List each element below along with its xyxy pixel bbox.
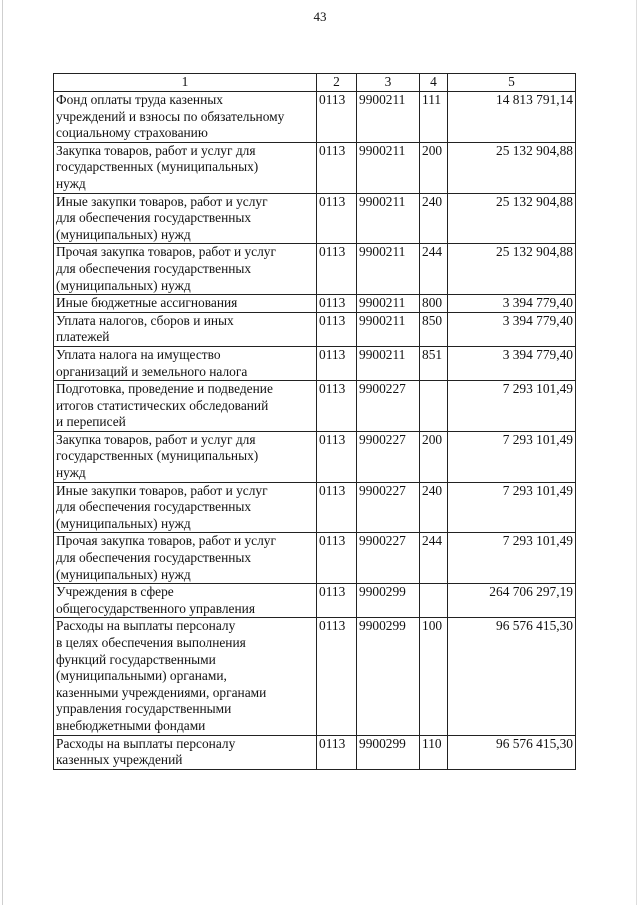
row-expense-type: 110 xyxy=(420,735,448,769)
header-row xyxy=(54,74,576,92)
table-row xyxy=(54,584,576,618)
row-name-line: (муниципальных) нужд xyxy=(56,566,191,582)
row-section: 0113 xyxy=(317,92,357,143)
row-name xyxy=(54,244,317,295)
row-name-line: функций государственными xyxy=(56,651,216,667)
header-col-2: 2 xyxy=(317,74,357,92)
row-name-line: социальному страхованию xyxy=(56,125,208,141)
row-article: 9900227 xyxy=(357,533,420,584)
page-number: 43 xyxy=(313,9,327,24)
row-section: 0113 xyxy=(317,295,357,313)
row-section: 0113 xyxy=(317,482,357,533)
row-section: 0113 xyxy=(317,312,357,346)
row-name xyxy=(54,295,317,313)
table-row xyxy=(54,735,576,769)
row-amount: 7 293 101,49 xyxy=(448,381,576,432)
row-section: 0113 xyxy=(317,431,357,482)
row-name-line: Прочая закупка товаров, работ и услуг xyxy=(56,244,276,260)
row-name-line: Подготовка, проведение и подведение xyxy=(56,381,273,397)
row-article: 9900227 xyxy=(357,431,420,482)
header-col-5: 5 xyxy=(448,74,576,92)
row-amount: 3 394 779,40 xyxy=(448,295,576,313)
row-expense-type: 111 xyxy=(420,92,448,143)
row-expense-type: 244 xyxy=(420,244,448,295)
row-expense-type: 850 xyxy=(420,312,448,346)
row-section: 0113 xyxy=(317,346,357,380)
row-name-line: Расходы на выплаты персоналу xyxy=(56,735,236,751)
row-name xyxy=(54,381,317,432)
row-amount: 25 132 904,88 xyxy=(448,244,576,295)
row-name-line: внебюджетными фондами xyxy=(56,717,206,733)
row-name-line: Учреждения в сфере xyxy=(56,584,174,600)
table-row xyxy=(54,618,576,735)
row-expense-type: 240 xyxy=(420,482,448,533)
row-amount: 7 293 101,49 xyxy=(448,482,576,533)
table-row xyxy=(54,92,576,143)
row-name-line: платежей xyxy=(56,329,110,345)
row-amount: 25 132 904,88 xyxy=(448,142,576,193)
row-article: 9900211 xyxy=(357,312,420,346)
row-name-line: учреждений и взносы по обязательному xyxy=(56,108,285,124)
table-row xyxy=(54,482,576,533)
row-name-line: Иные закупки товаров, работ и услуг xyxy=(56,482,268,498)
row-name-line: Иные закупки товаров, работ и услуг xyxy=(56,193,268,209)
header-col-1: 1 xyxy=(54,74,317,92)
row-name xyxy=(54,618,317,735)
row-amount: 264 706 297,19 xyxy=(448,584,576,618)
row-article: 9900211 xyxy=(357,92,420,143)
row-section: 0113 xyxy=(317,381,357,432)
row-name-line: государственных (муниципальных) xyxy=(56,448,259,464)
header-col-4: 4 xyxy=(420,74,448,92)
row-name xyxy=(54,346,317,380)
row-expense-type: 200 xyxy=(420,142,448,193)
table-row xyxy=(54,431,576,482)
row-name-line: Уплата налогов, сборов и иных xyxy=(56,312,234,328)
row-name-line: и переписей xyxy=(56,414,126,430)
row-name-line: казенных учреждений xyxy=(56,752,183,768)
row-article: 9900211 xyxy=(357,295,420,313)
row-name xyxy=(54,584,317,618)
table-row xyxy=(54,142,576,193)
budget-table xyxy=(53,73,576,770)
row-name-line: Иные бюджетные ассигнования xyxy=(56,295,238,311)
row-expense-type: 244 xyxy=(420,533,448,584)
row-expense-type: 200 xyxy=(420,431,448,482)
table-row xyxy=(54,244,576,295)
row-expense-type xyxy=(420,584,448,618)
table-row xyxy=(54,193,576,244)
row-expense-type: 800 xyxy=(420,295,448,313)
page-right-edge xyxy=(636,0,637,905)
row-expense-type: 851 xyxy=(420,346,448,380)
row-name-line: (муниципальными) органами, xyxy=(56,668,227,684)
row-expense-type xyxy=(420,381,448,432)
row-article: 9900299 xyxy=(357,735,420,769)
row-name-line: управления государственными xyxy=(56,701,232,717)
row-article: 9900211 xyxy=(357,244,420,295)
row-name-line: для обеспечения государственных xyxy=(56,550,252,566)
row-name xyxy=(54,431,317,482)
row-name xyxy=(54,92,317,143)
row-section: 0113 xyxy=(317,193,357,244)
row-name-line: нужд xyxy=(56,175,86,191)
row-amount: 96 576 415,30 xyxy=(448,618,576,735)
row-section: 0113 xyxy=(317,142,357,193)
row-name xyxy=(54,312,317,346)
row-article: 9900211 xyxy=(357,142,420,193)
row-section: 0113 xyxy=(317,244,357,295)
row-article: 9900211 xyxy=(357,346,420,380)
row-article: 9900227 xyxy=(357,381,420,432)
row-amount: 7 293 101,49 xyxy=(448,431,576,482)
row-section: 0113 xyxy=(317,533,357,584)
row-amount: 3 394 779,40 xyxy=(448,312,576,346)
row-name-line: Закупка товаров, работ и услуг для xyxy=(56,142,256,158)
row-name-line: для обеспечения государственных xyxy=(56,210,252,226)
row-name-line: итогов статистических обследований xyxy=(56,397,269,413)
row-section: 0113 xyxy=(317,735,357,769)
row-article: 9900299 xyxy=(357,618,420,735)
row-name-line: государственных (муниципальных) xyxy=(56,159,259,175)
row-name-line: (муниципальных) нужд xyxy=(56,226,191,242)
row-name-line: (муниципальных) нужд xyxy=(56,277,191,293)
row-expense-type: 240 xyxy=(420,193,448,244)
row-name-line: казенными учреждениями, органами xyxy=(56,684,267,700)
row-name-line: Прочая закупка товаров, работ и услуг xyxy=(56,533,276,549)
table-row xyxy=(54,533,576,584)
row-name-line: Уплата налога на имущество xyxy=(56,346,221,362)
row-name-line: Расходы на выплаты персоналу xyxy=(56,618,236,634)
page-left-edge xyxy=(2,0,3,905)
table-row xyxy=(54,312,576,346)
row-amount: 7 293 101,49 xyxy=(448,533,576,584)
row-name-line: (муниципальных) нужд xyxy=(56,515,191,531)
row-name-line: для обеспечения государственных xyxy=(56,260,252,276)
row-name-line: Закупка товаров, работ и услуг для xyxy=(56,431,256,447)
table-row xyxy=(54,381,576,432)
row-name xyxy=(54,142,317,193)
header-col-3: 3 xyxy=(357,74,420,92)
table-row xyxy=(54,346,576,380)
row-name-line: нужд xyxy=(56,465,86,481)
row-name xyxy=(54,482,317,533)
row-section: 0113 xyxy=(317,584,357,618)
row-article: 9900211 xyxy=(357,193,420,244)
row-section: 0113 xyxy=(317,618,357,735)
row-article: 9900299 xyxy=(357,584,420,618)
row-name xyxy=(54,735,317,769)
row-name-line: для обеспечения государственных xyxy=(56,499,252,515)
row-name-line: в целях обеспечения выполнения xyxy=(56,635,246,650)
row-amount: 3 394 779,40 xyxy=(448,346,576,380)
table-row xyxy=(54,295,576,313)
row-article: 9900227 xyxy=(357,482,420,533)
row-name xyxy=(54,193,317,244)
row-name-line: общегосударственного управления xyxy=(56,600,255,616)
row-name xyxy=(54,533,317,584)
row-expense-type: 100 xyxy=(420,618,448,735)
row-name-line: организаций и земельного налога xyxy=(56,363,248,379)
row-amount: 14 813 791,14 xyxy=(448,92,576,143)
row-amount: 96 576 415,30 xyxy=(448,735,576,769)
row-amount: 25 132 904,88 xyxy=(448,193,576,244)
row-name-line: Фонд оплаты труда казенных xyxy=(56,92,223,107)
table-body xyxy=(54,92,576,770)
